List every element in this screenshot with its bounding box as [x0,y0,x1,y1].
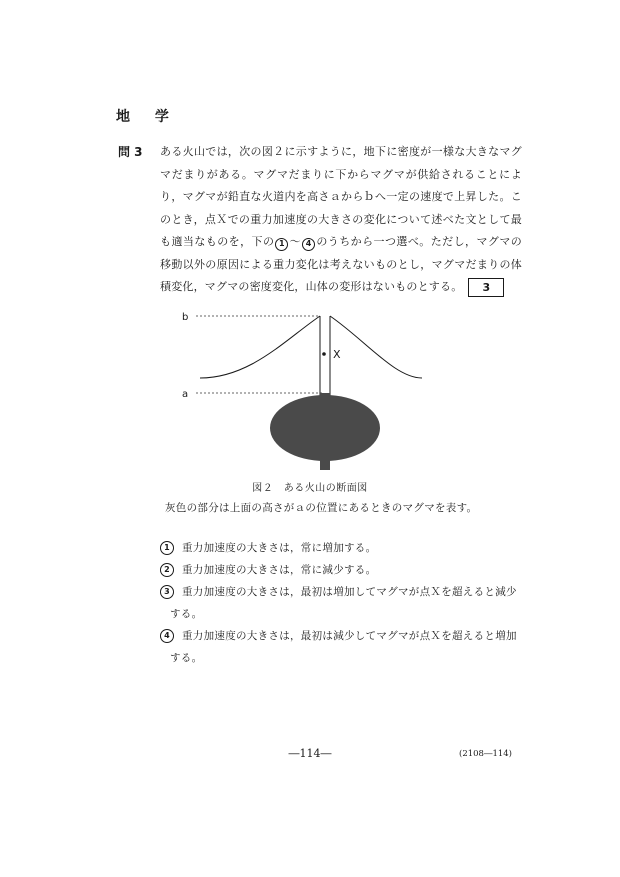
choice-4-text: 重力加速度の大きさは，最初は減少してマグマが点Ｘを超えると増加 [182,630,517,642]
volcano-profile-left [200,316,320,378]
label-b: b [182,312,189,323]
choice-1[interactable] [160,537,520,559]
question-line-5b: のうちから一つ選べ。ただし，マグマの移動以外の原因によ [160,235,522,271]
figure-caption: 図２ ある火山の断面図 [252,483,368,494]
exam-code: (2108―114) [459,749,512,759]
choice-3-number: 3 [160,585,174,599]
volcano-cross-section [170,300,430,475]
choice-3[interactable] [160,581,520,625]
point-x-marker [322,352,326,356]
question-line-2: だまりがある。マグマだまりに下からマグマが供給されることにより，マグ [160,167,523,203]
question-line-6: る重力変化は考えないものとし，マグマだまりの体積変化，マグマの密度変 [160,257,522,293]
label-x: X [333,348,341,361]
question-line-4: Ｘでの重力加速度の大きさの変化について述べた文として最も適当なもの [160,212,522,248]
range-separator: ～ [289,235,302,248]
question-number: 問 3 [118,145,143,159]
question-line-1: ある火山では，次の図２に示すように，地下に密度が一様な大きなマグマ [160,145,522,181]
choice-3-continuation: する。 [170,608,203,620]
choice-4-continuation: する。 [170,652,203,664]
page-number: ―114― [288,747,332,760]
choice-1-text: 重力加速度の大きさは，常に増加する。 [182,542,377,554]
question-line-3: マが鉛直な火道内を高さａからｂへ一定の速度で上昇した。このとき，点 [160,190,522,226]
range-end-marker: 4 [302,238,315,251]
label-a: a [182,389,189,400]
choice-2-number: 2 [160,563,174,577]
range-start-marker: 1 [275,238,288,251]
magma-chamber [270,395,380,461]
choice-4[interactable] [160,625,520,669]
choice-2[interactable] [160,559,520,581]
question-line-7: 化，山体の変形はないものとする。 [283,280,463,293]
answer-box: 3 [468,278,504,297]
choice-1-number: 1 [160,541,174,555]
feeder-conduit [320,458,330,470]
figure-note: 灰色の部分は上面の高さがａの位置にあるときのマグマを表す。 [165,502,478,514]
volcano-profile-right [330,316,422,378]
choice-3-text: 重力加速度の大きさは，最初は増加してマグマが点Ｘを超えると減少 [182,586,517,598]
question-text [160,141,522,299]
question-line-5a: を，下の [228,235,275,248]
subject-heading: 地 学 [116,109,179,125]
choice-2-text: 重力加速度の大きさは，常に減少する。 [182,564,377,576]
choice-4-number: 4 [160,629,174,643]
